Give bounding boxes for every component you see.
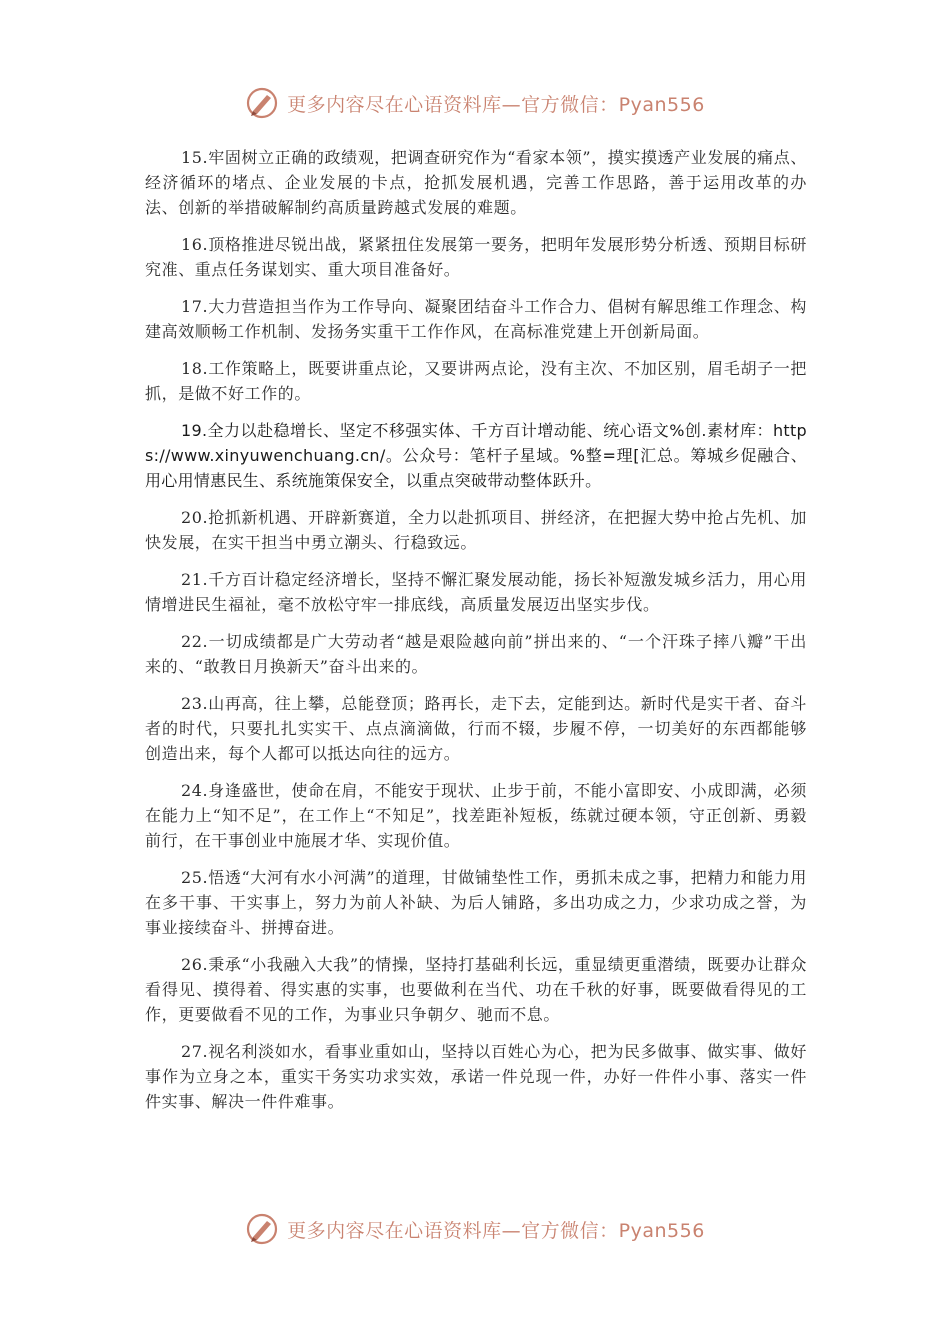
- paragraph-27: 27.视名利淡如水，看事业重如山，坚持以百姓心为心，把为民多做事、做实事、做好事作为立身之本，重实干务实功求实效，承诺一件兑现一件，办好一件件小事、落实一件件实事、解决一件件难事。: [145, 1042, 807, 1111]
- pen-logo-icon: [245, 1212, 279, 1246]
- document-body: [145, 145, 807, 1126]
- pen-logo-icon: [245, 86, 279, 120]
- paragraph-21: 21.千方百计稳定经济增长，坚持不懈汇聚发展动能，扬长补短激发城乡活力，用心用情增进民生福祉，毫不放松守牢一排底线，高质量发展迈出坚实步伐。: [145, 570, 807, 614]
- paragraph-19: 19.全力以赴稳增长、坚定不移强实体、千方百计增动能、统心语文%创.素材库：https://www.xinyuwenchuang.cn/。公众号：笔杆子星域。%整=理[汇总。筹城乡促融合、用心用情惠民生、系统施策保安全，以重点突破带动整体跃升。: [145, 421, 807, 490]
- header-banner-text: 更多内容尽在心语资料库—官方微信：Pyan556: [287, 93, 705, 116]
- paragraph-23: 23.山再高，往上攀，总能登顶；路再长，走下去，定能到达。新时代是实干者、奋斗者的时代，只要扎扎实实干、点点滴滴做，行而不辍，步履不停，一切美好的东西都能够创造出来，每个人都可以抵达向往的远方。: [145, 694, 807, 763]
- paragraph-22: 22.一切成绩都是广大劳动者“越是艰险越向前”拼出来的、“一个汗珠子摔八瓣”干出来的、“敢教日月换新天”奋斗出来的。: [145, 632, 807, 676]
- paragraph-20: 20.抢抓新机遇、开辟新赛道，全力以赴抓项目、拼经济，在把握大势中抢占先机、加快发展，在实干担当中勇立潮头、行稳致远。: [145, 508, 807, 552]
- footer-banner: [0, 1212, 950, 1246]
- paragraph-18: 18.工作策略上，既要讲重点论，又要讲两点论，没有主次、不加区别，眉毛胡子一把抓，是做不好工作的。: [145, 359, 807, 403]
- paragraph-16: 16.顶格推进尽锐出战，紧紧扭住发展第一要务，把明年发展形势分析透、预期目标研究准、重点任务谋划实、重大项目准备好。: [145, 235, 807, 279]
- footer-banner-text: 更多内容尽在心语资料库—官方微信：Pyan556: [287, 1219, 705, 1242]
- header-banner: [0, 86, 950, 120]
- paragraph-26: 26.秉承“小我融入大我”的情操，坚持打基础利长远，重显绩更重潜绩，既要办让群众看得见、摸得着、得实惠的实事，也要做利在当代、功在千秋的好事，既要做看得见的工作，更要做看不见的工作，为事业只争朝夕、驰而不息。: [145, 955, 807, 1024]
- paragraph-17: 17.大力营造担当作为工作导向、凝聚团结奋斗工作合力、倡树有解思维工作理念、构建高效顺畅工作机制、发扬务实重干工作作风，在高标准党建上开创新局面。: [145, 297, 807, 341]
- paragraph-25: 25.悟透“大河有水小河满”的道理，甘做铺垫性工作，勇抓未成之事，把精力和能力用在多干事、干实事上，努力为前人补缺、为后人铺路，多出功成之力，少求功成之誉，为事业接续奋斗、拼搏奋进。: [145, 868, 807, 937]
- paragraph-24: 24.身逢盛世，使命在肩，不能安于现状、止步于前，不能小富即安、小成即满，必须在能力上“知不足”，在工作上“不知足”，找差距补短板，练就过硬本领，守正创新、勇毅前行，在干事创业中施展才华、实现价值。: [145, 781, 807, 850]
- paragraph-15: 15.牢固树立正确的政绩观，把调查研究作为“看家本领”，摸实摸透产业发展的痛点、经济循环的堵点、企业发展的卡点，抢抓发展机遇，完善工作思路，善于运用改革的办法、创新的举措破解制约高质量跨越式发展的难题。: [145, 148, 807, 217]
